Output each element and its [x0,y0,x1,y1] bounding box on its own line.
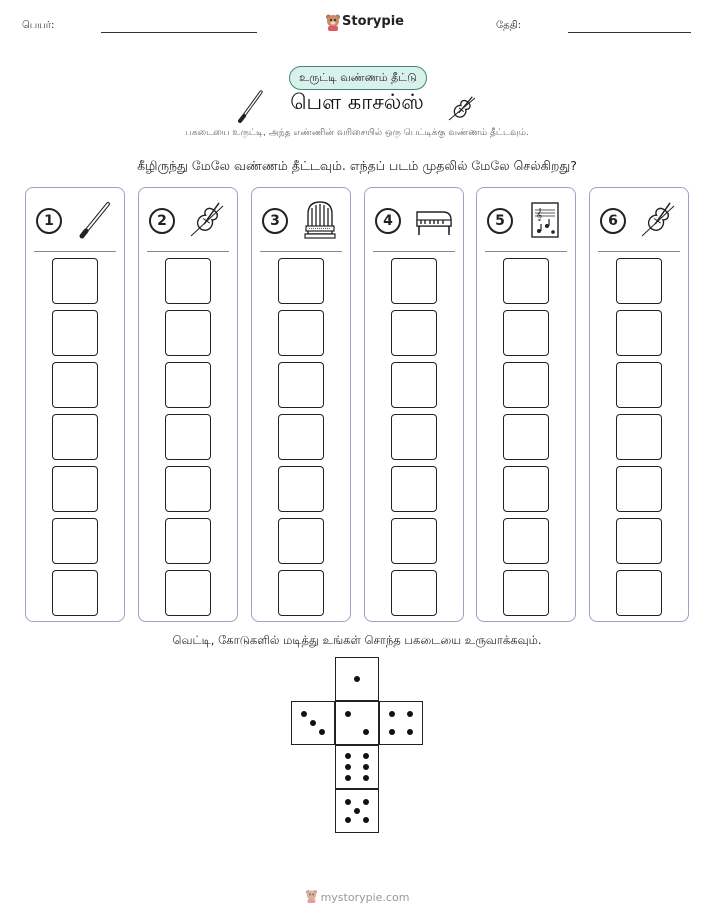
color-box[interactable] [52,414,98,460]
die-pip [363,775,369,781]
die-pip [363,729,369,735]
die-face-left [291,701,335,745]
column-divider [147,251,229,252]
flute-icon [236,90,264,124]
brand-logo [325,13,405,33]
die-pip [354,808,360,814]
color-box[interactable] [616,518,662,564]
color-box[interactable] [391,518,437,564]
color-box[interactable] [503,310,549,356]
color-box[interactable] [165,310,211,356]
bear-logo-icon [305,889,318,903]
die-pip [310,720,316,726]
color-box[interactable] [165,258,211,304]
column-4 [364,187,464,622]
column-divider [260,251,342,252]
footer-url[interactable]: mystorypie.com [320,891,410,904]
die-pip [345,764,351,770]
color-box[interactable] [52,570,98,616]
color-box[interactable] [165,414,211,460]
color-box[interactable] [165,362,211,408]
brand-name: Storypie [342,14,404,29]
color-box[interactable] [391,310,437,356]
die-pip [345,753,351,759]
die-pip [345,711,351,717]
column-number: 6 [600,208,626,234]
violin-icon [638,198,678,242]
color-box[interactable] [278,414,324,460]
color-box[interactable] [503,570,549,616]
die-pip [407,711,413,717]
die-pip [354,676,360,682]
die-pip [363,753,369,759]
die-pip [345,817,351,823]
column-number: 1 [36,208,62,234]
color-box[interactable] [616,258,662,304]
cut-instruction: வெட்டி, கோடுகளில் மடித்து உங்கள் சொந்த பகடையை உருவாக்கவும். [172,633,542,647]
die-pip [363,764,369,770]
date-line[interactable] [568,32,691,33]
date-label: தேதி: [496,20,522,31]
column-divider [485,251,567,252]
die-pip [389,711,395,717]
instruction: கீழிருந்து மேலே வண்ணம் தீட்டவும். எந்தப் படம் முதலில் மேலே செல்கிறது? [137,158,577,173]
die-pip [407,729,413,735]
die-face-right [379,701,423,745]
color-box[interactable] [278,362,324,408]
name-label: பெயர்: [22,20,55,31]
color-box[interactable] [503,466,549,512]
die-face-lower [335,745,379,789]
column-number: 2 [149,208,175,234]
column-divider [598,251,680,252]
color-box[interactable] [165,518,211,564]
color-box[interactable] [391,258,437,304]
flute-icon [74,198,114,242]
color-box[interactable] [52,518,98,564]
color-box[interactable] [278,310,324,356]
die-face-bottom [335,789,379,833]
die-pip [389,729,395,735]
color-box[interactable] [165,466,211,512]
die-pip [345,799,351,805]
name-line[interactable] [101,32,257,33]
die-face-center [335,701,379,745]
svg-text:𝄞: 𝄞 [536,208,543,221]
page-title: பௌ காசல்ஸ் [290,90,424,114]
color-box[interactable] [391,466,437,512]
die-face-top [335,657,379,701]
color-box[interactable] [503,362,549,408]
color-box[interactable] [278,258,324,304]
piano-icon [413,198,453,242]
color-box[interactable] [278,466,324,512]
color-box[interactable] [616,414,662,460]
color-box[interactable] [52,362,98,408]
color-box[interactable] [503,414,549,460]
column-3 [251,187,351,622]
color-box[interactable] [616,362,662,408]
color-box[interactable] [278,570,324,616]
die-pip [319,729,325,735]
column-1 [25,187,125,622]
die-pip [363,799,369,805]
color-box[interactable] [52,466,98,512]
column-5 [476,187,576,622]
color-box[interactable] [616,570,662,616]
organ-icon [300,198,340,242]
column-2 [138,187,238,622]
footer [0,889,714,904]
sheet-music-icon [525,198,565,242]
color-box[interactable] [165,570,211,616]
column-divider [373,251,455,252]
die-pip [363,817,369,823]
color-box[interactable] [616,466,662,512]
bear-logo-icon [325,13,341,31]
column-number: 4 [375,208,401,234]
column-number: 5 [487,208,513,234]
column-number: 3 [262,208,288,234]
die-pip [301,711,307,717]
column-divider [34,251,116,252]
color-box[interactable] [278,518,324,564]
subtitle: பகடையை உருட்டி, அந்த எண்ணின் வரிசையில் ஒரு பெட்டிக்கு வண்ணம் தீட்டவும். [185,128,529,138]
column-6 [589,187,689,622]
color-box[interactable] [52,310,98,356]
die-pip [345,775,351,781]
color-box[interactable] [391,362,437,408]
color-box[interactable] [391,570,437,616]
color-box[interactable] [391,414,437,460]
violin-icon [187,198,227,242]
color-box[interactable] [503,258,549,304]
violin-icon [446,92,478,126]
color-box[interactable] [616,310,662,356]
activity-pill: உருட்டி வண்ணம் தீட்டு [289,66,427,90]
color-box[interactable] [503,518,549,564]
color-box[interactable] [52,258,98,304]
